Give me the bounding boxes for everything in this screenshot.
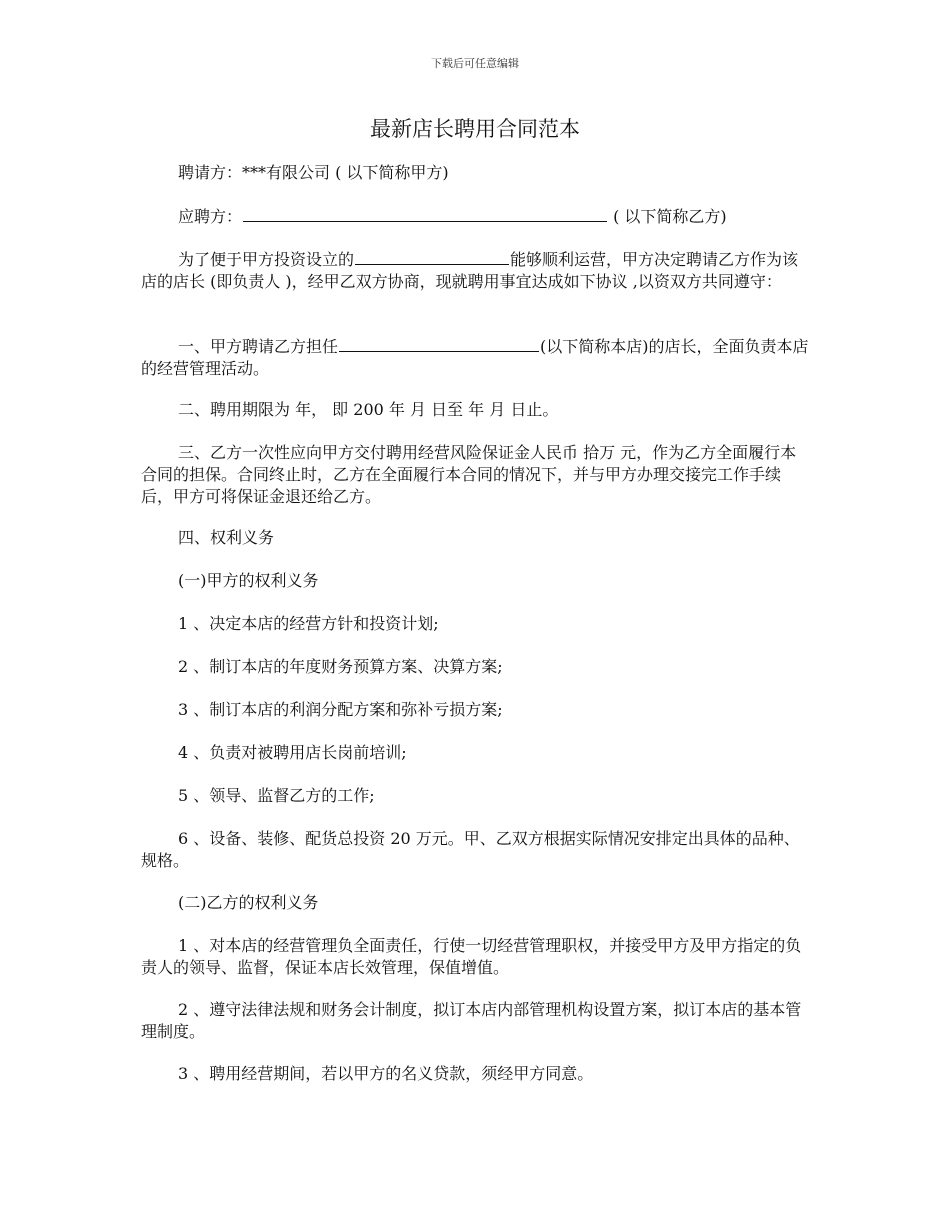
section-a-item-3: 3 、制订本店的利润分配方案和弥补亏损方案;: [178, 700, 503, 719]
section-a-item-1: 1 、决定本店的经营方针和投资计划;: [178, 614, 439, 633]
party-b-prefix: 应聘方：: [178, 207, 243, 226]
document-title: 最新店长聘用合同范本: [370, 117, 580, 141]
section-a-item-2: 2 、制订本店的年度财务预算方案、决算方案;: [178, 657, 503, 676]
section-a-title: (一)甲方的权利义务: [178, 571, 319, 590]
section-b-title: (二)乙方的权利义务: [178, 893, 319, 912]
store-position-blank: [339, 335, 539, 352]
party-a-line: 聘请方：***有限公司 ( 以下简称甲方): [178, 163, 449, 182]
section-a-item-6: 6 、设备、装修、配货总投资 20 万元。甲、乙双方根据实际情况安排定出具体的品种、规格。: [141, 829, 800, 870]
clause-3: 三、乙方一次性应向甲方交付聘用经营风险保证金人民币 拾万 元，作为乙方全面履行本合同的担保。合同终止时，乙方在全面履行本合同的情况下，并与甲方办理交接完工作手续后，甲方可将保证金退还给乙方。: [141, 443, 797, 506]
section-b-item-3: 3 、聘用经营期间，若以甲方的名义贷款，须经甲方同意。: [178, 1064, 594, 1083]
party-b-name-blank: [243, 205, 607, 222]
clause-1: [141, 335, 811, 380]
clause-1-suffix: (以下简称本店)的店长，全面负责本店的经营管理活动。: [141, 337, 809, 378]
store-name-blank: [355, 248, 509, 265]
section-a-item-4: 4 、负责对被聘用店长岗前培训;: [178, 743, 407, 762]
clause-1-prefix: 一、甲方聘请乙方担任: [178, 337, 339, 356]
clause-4: 四、权利义务: [178, 528, 275, 547]
clause-2: 二、聘用期限为 年， 即 200 年 月 日至 年 月 日止。: [178, 400, 559, 419]
page-header-note: 下载后可任意编辑: [431, 57, 519, 70]
party-b-suffix: ( 以下简称乙方): [608, 207, 727, 226]
section-a-item-5: 5 、领导、监督乙方的工作;: [178, 786, 375, 805]
intro-paragraph: [141, 248, 811, 293]
section-b-item-1: 1 、对本店的经营管理负全面责任，行使一切经营管理职权，并接受甲方及甲方指定的负责人的领导、监督，保证本店长效管理，保值增值。: [141, 936, 802, 977]
party-b-line: [141, 205, 811, 228]
intro-suffix: 能够顺利运营，甲方决定聘请乙方作为该店的店长 (即负责人 )，经甲乙双方协商，现就聘用事宜达成如下协议 ,以资双方共同遵守：: [141, 250, 799, 291]
intro-prefix: 为了便于甲方投资设立的: [178, 250, 355, 269]
section-b-item-2: 2 、遵守法律法规和财务会计制度，拟订本店内部管理机构设置方案，拟订本店的基本管理制度。: [141, 1000, 802, 1041]
